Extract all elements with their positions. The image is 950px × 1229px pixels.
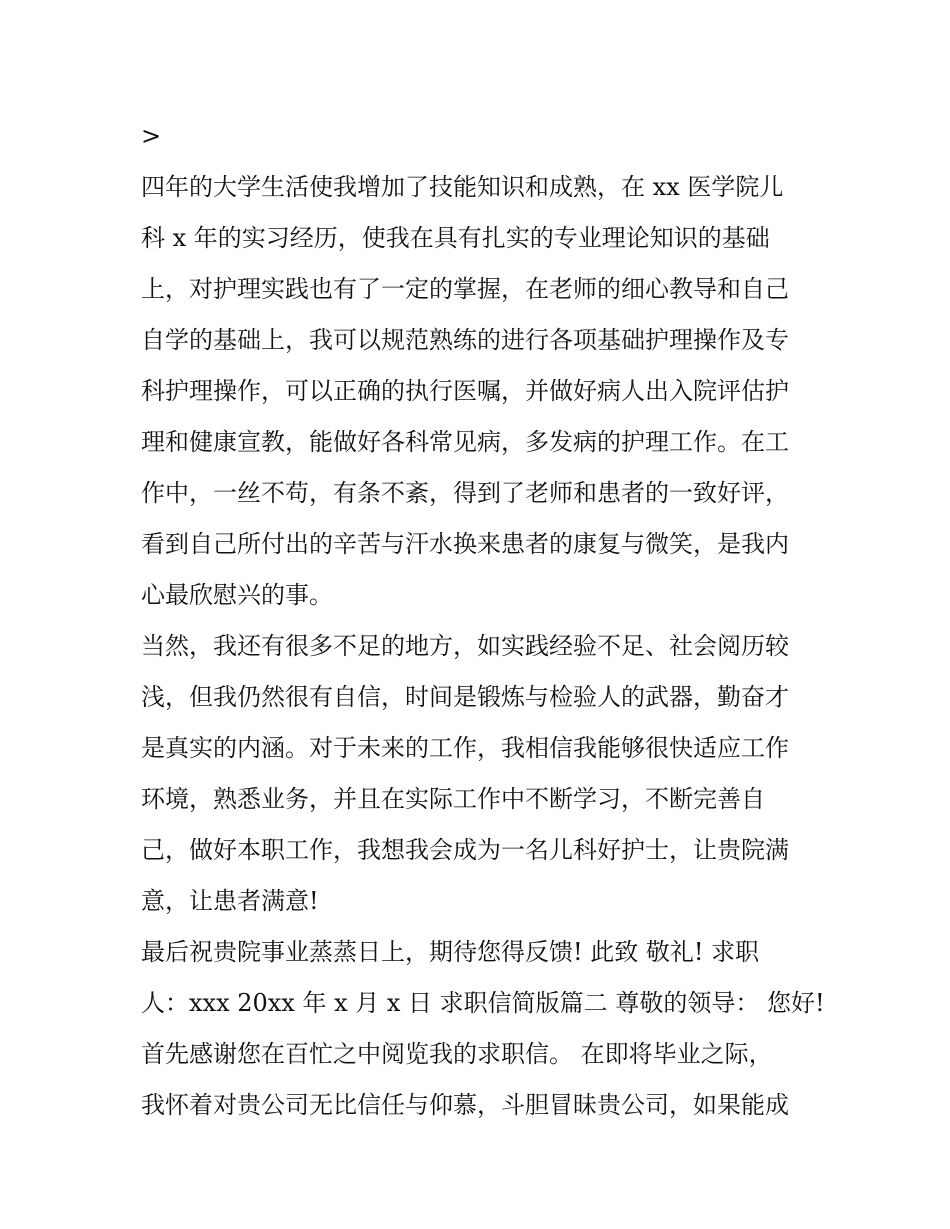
text-line: 自学的基础上，我可以规范熟练的进行各项基础护理操作及专 [141,326,789,354]
text-line: 看到自己所付出的辛苦与汗水换来患者的康复与微笑，是我内 [141,530,789,558]
body-text [141,111,825,1131]
text-line: 最后祝贵院事业蒸蒸日上，期待您得反馈! 此致 敬礼! 求职 [141,938,760,966]
text-line: 我怀着对贵公司无比信任与仰慕，斗胆冒昧贵公司，如果能成 [141,1091,789,1119]
text-line: 环境，熟悉业务，并且在实际工作中不断学习，不断完善自 [141,785,765,813]
text-line: 心最欣慰兴的事。 [141,581,333,609]
text-line: 当然，我还有很多不足的地方，如实践经验不足、社会阅历较 [141,632,789,660]
text-line: 科护理操作，可以正确的执行医嘱，并做好病人出入院评估护 [141,377,789,405]
text-line: 理和健康宣教，能做好各科常见病，多发病的护理工作。在工 [141,428,789,456]
text-line: > [141,122,162,150]
text-line: 作中，一丝不苟，有条不紊，得到了老师和患者的一致好评， [141,479,789,507]
text-line: 人：xxx 20xx 年 x 月 x 日 求职信简版篇二 尊敬的领导： 您好! [141,989,825,1017]
text-line: 是真实的内涵。对于未来的工作，我相信我能够很快适应工作 [141,734,789,762]
text-line: 四年的大学生活使我增加了技能知识和成熟，在 xx 医学院儿 [141,173,784,201]
text-line: 己，做好本职工作，我想我会成为一名儿科好护士，让贵院满 [141,836,789,864]
text-line: 浅，但我仍然很有自信，时间是锻炼与检验人的武器，勤奋才 [141,683,789,711]
text-line: 上，对护理实践也有了一定的掌握，在老师的细心教导和自己 [141,275,789,303]
text-line: 科 x 年的实习经历，使我在具有扎实的专业理论知识的基础 [141,224,770,252]
text-line: 意，让患者满意! [141,887,319,915]
text-line: 首先感谢您在百忙之中阅览我的求职信。 在即将毕业之际， [141,1040,773,1068]
